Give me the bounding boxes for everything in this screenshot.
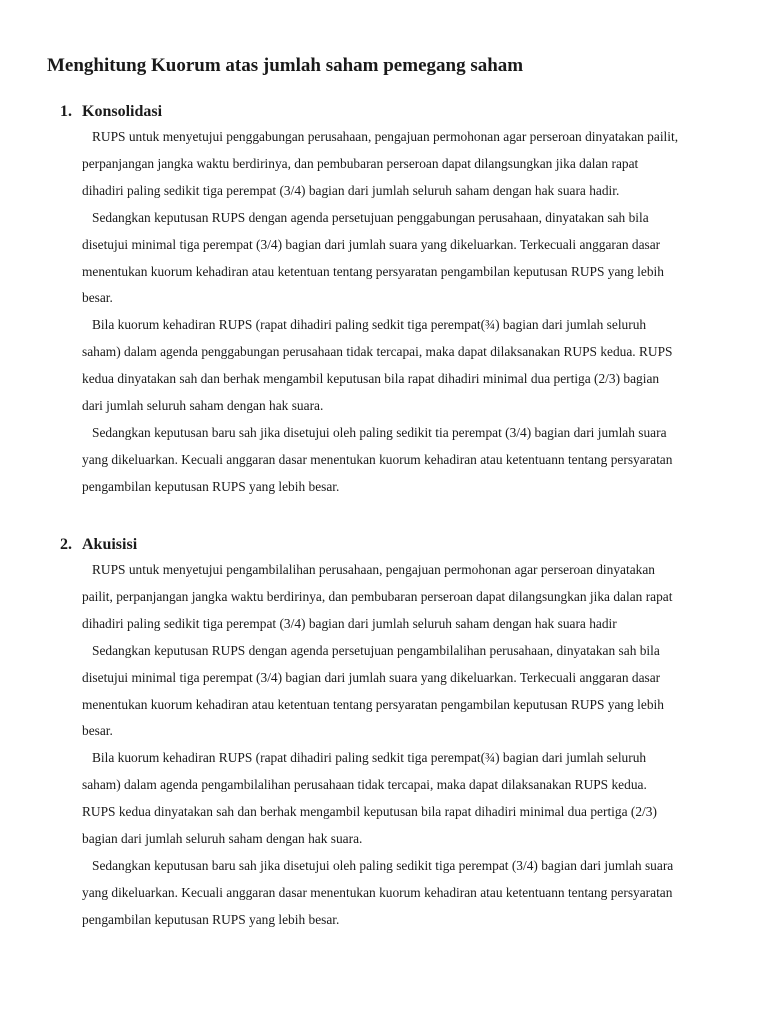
section-heading [60, 533, 680, 557]
paragraph: Sedangkan keputusan RUPS dengan agenda persetujuan penggabungan perusahaan, dinyatakan sah bila disetujui minimal tiga perempat (3/4) bagian dari jumlah suara yang dikeluarkan. Terkecuali anggaran dasar menentukan kuorum kehadiran atau ketentuan tentang persyaratan pengambilan keputusan RUPS yang lebih besar. [82, 209, 664, 306]
section-heading [60, 100, 680, 124]
paragraph: RUPS untuk menyetujui pengambilalihan perusahaan, pengajuan permohonan agar perseroan dinyatakan pailit, perpanjangan jangka waktu berdirinya, dan pembubaran perseroan dapat dilangsungkan jika dalan rapat dihadiri paling sedikit tiga perempat (3/4) bagian dari jumlah seluruh saham dengan hak suara hadir [82, 562, 673, 631]
section-number: 2. [60, 536, 72, 553]
paragraph: RUPS untuk menyetujui penggabungan perusahaan, pengajuan permohonan agar perseroan dinyatakan pailit, perpanjangan jangka waktu berdirinya, dan pembubaran perseroan dapat dilangsungkan jika dalan rapat dihadiri paling sedikit tiga perempat (3/4) bagian dari jumlah seluruh saham dengan hak suara hadir. [82, 129, 679, 198]
paragraph: Sedangkan keputusan baru sah jika disetujui oleh paling sedikit tia perempat (3/4) bagian dari jumlah suara yang dikeluarkan. Kecuali anggaran dasar menentukan kuorum kehadiran atau ketentuann tentang persyaratan pengambilan keputusan RUPS yang lebih besar. [82, 424, 673, 494]
section-body [60, 124, 680, 501]
section-akuisisi [60, 533, 680, 934]
document-title: Menghitung Kuorum atas jumlah saham pemegang saham [47, 55, 524, 76]
paragraph: Bila kuorum kehadiran RUPS (rapat dihadiri paling sedkit tiga perempat(¾) bagian dari jumlah seluruh saham) dalam agenda penggabungan perusahaan tidak tercapai, maka dapat dilaksanakan RUPS kedua. RUPS kedua dinyatakan sah dan berhak mengambil keputusan bila rapat dihadiri minimal dua pertiga (2/3) bagian dari jumlah seluruh saham dengan hak suara. [82, 317, 673, 414]
section-konsolidasi [60, 100, 680, 501]
section-title: Konsolidasi [82, 103, 163, 120]
section-title: Akuisisi [82, 536, 138, 553]
paragraph: Bila kuorum kehadiran RUPS (rapat dihadiri paling sedkit tiga perempat(¾) bagian dari jumlah seluruh saham) dalam agenda pengambilalihan perusahaan tidak tercapai, maka dapat dilaksanakan RUPS kedua. RUPS kedua dinyatakan sah dan berhak mengambil keputusan bila rapat dihadiri minimal dua pertiga (2/3) bagian dari jumlah seluruh saham dengan hak suara. [82, 750, 657, 847]
section-number: 1. [60, 103, 72, 120]
paragraph: Sedangkan keputusan RUPS dengan agenda persetujuan pengambilalihan perusahaan, dinyatakan sah bila disetujui minimal tiga perempat (3/4) bagian dari jumlah suara yang dikeluarkan. Terkecuali anggaran dasar menentukan kuorum kehadiran atau ketentuan tentang persyaratan pengambilan keputusan RUPS yang lebih besar. [82, 642, 664, 739]
paragraph: Sedangkan keputusan baru sah jika disetujui oleh paling sedikit tiga perempat (3/4) bagian dari jumlah suara yang dikeluarkan. Kecuali anggaran dasar menentukan kuorum kehadiran atau ketentuann tentang persyaratan pengambilan keputusan RUPS yang lebih besar. [82, 857, 674, 927]
section-body [60, 557, 680, 934]
